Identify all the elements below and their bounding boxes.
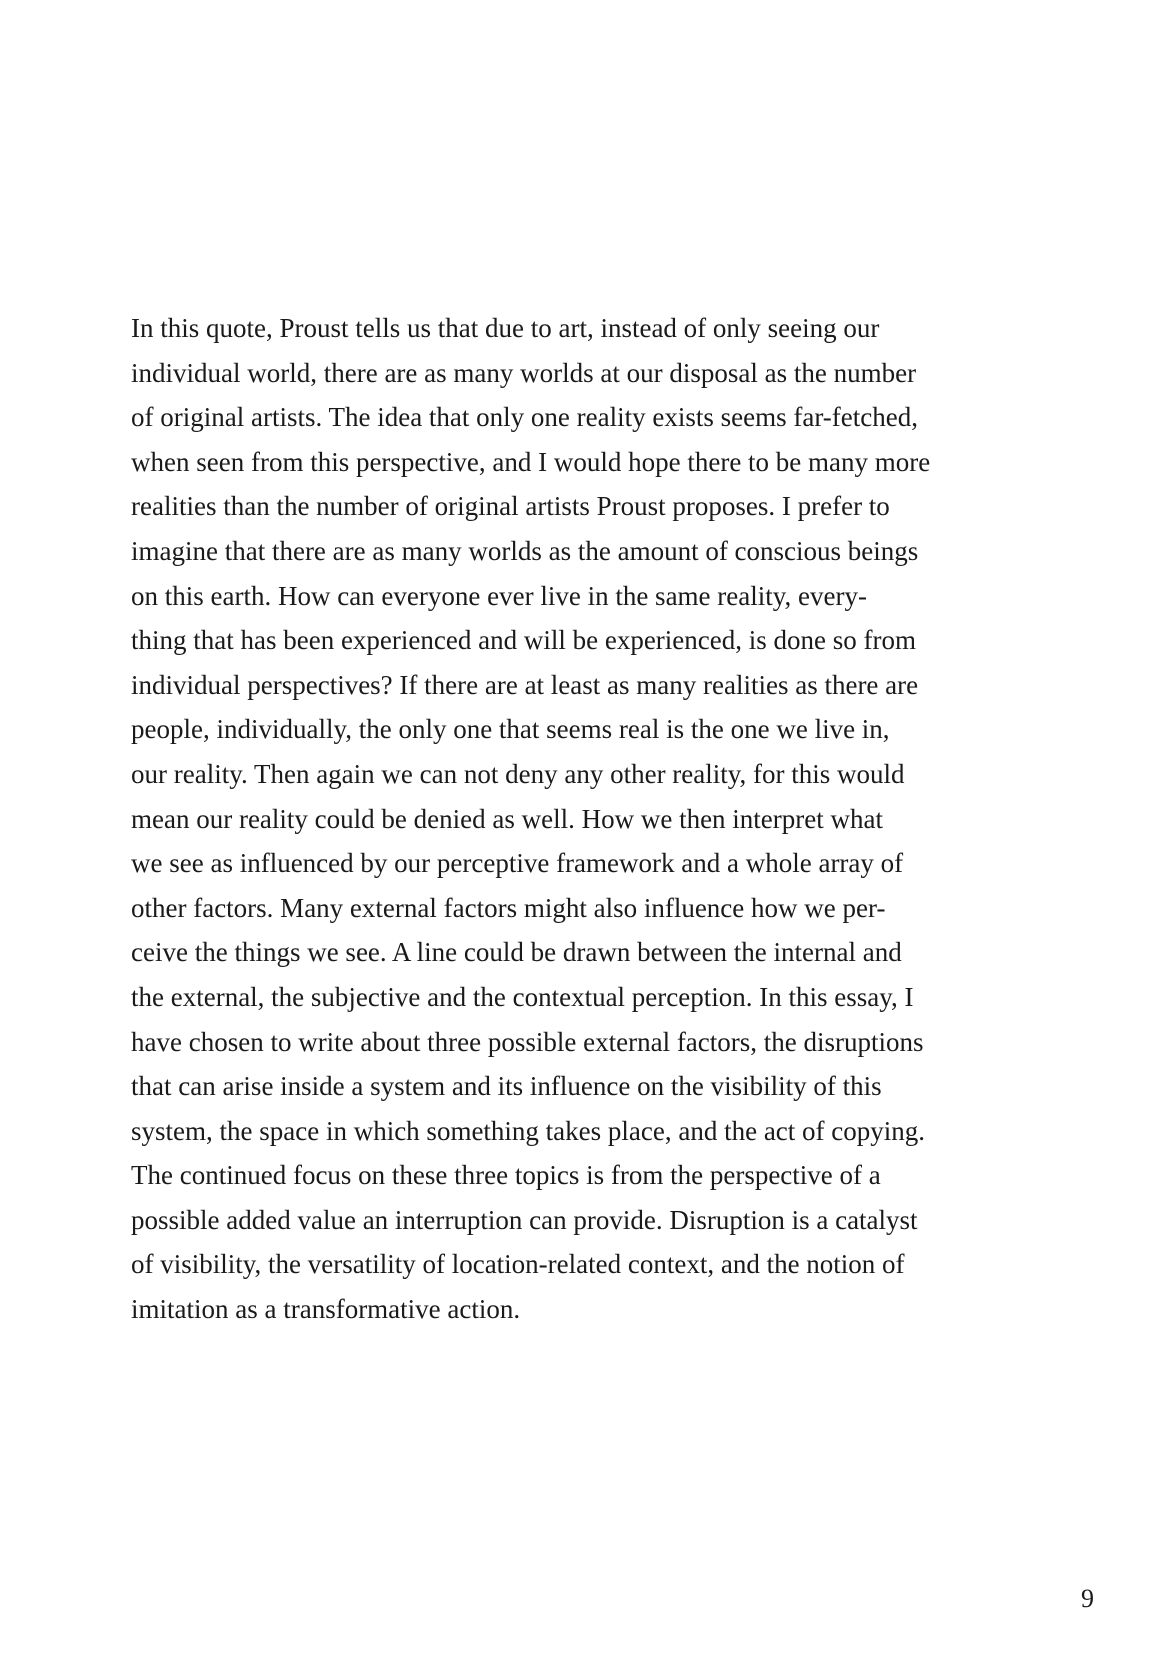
text-line: of visibility, the versatility of location-related context, and the notion of: [131, 1249, 905, 1280]
text-line: of original artists. The idea that only one reality exists seems far-fetched,: [131, 402, 918, 433]
text-line: The continued focus on these three topics is from the perspective of a: [131, 1160, 881, 1191]
text-line: mean our reality could be denied as well. How we then interpret what: [131, 803, 883, 834]
text-line: on this earth. How can everyone ever live in the same reality, every-: [131, 580, 867, 611]
text-line: we see as influenced by our perceptive framework and a whole array of: [131, 848, 904, 879]
text-line: have chosen to write about three possible external factors, the disruptions: [131, 1026, 924, 1057]
text-line: imitation as a transformative action.: [131, 1294, 521, 1325]
text-line: imagine that there are as many worlds as the amount of conscious beings: [131, 535, 919, 566]
page-number: 9: [1081, 1584, 1094, 1613]
text-line: ceive the things we see. A line could be drawn between the internal and: [131, 937, 902, 968]
text-line: system, the space in which something takes place, and the act of copying.: [131, 1115, 926, 1146]
text-line: thing that has been experienced and will be experienced, is done so from: [131, 625, 916, 656]
text-line: people, individually, the only one that seems real is the one we live in,: [131, 714, 890, 745]
text-line: when seen from this perspective, and I would hope there to be many more: [131, 446, 931, 477]
text-line: the external, the subjective and the contextual perception. In this essay, I: [131, 981, 914, 1012]
text-line: that can arise inside a system and its influence on the visibility of this: [131, 1071, 882, 1102]
text-line: other factors. Many external factors might also influence how we per-: [131, 892, 886, 923]
text-line: our reality. Then again we can not deny any other reality, for this would: [131, 758, 905, 789]
text-line: realities than the number of original artists Proust proposes. I prefer to: [131, 491, 890, 522]
text-line: possible added value an interruption can provide. Disruption is a catalyst: [131, 1204, 918, 1235]
body-paragraph: [131, 306, 1071, 1332]
text-line: individual world, there are as many worlds at our disposal as the number: [131, 357, 917, 388]
text-line: individual perspectives? If there are at least as many realities as there are: [131, 669, 919, 700]
text-line: In this quote, Proust tells us that due to art, instead of only seeing our: [131, 313, 880, 343]
